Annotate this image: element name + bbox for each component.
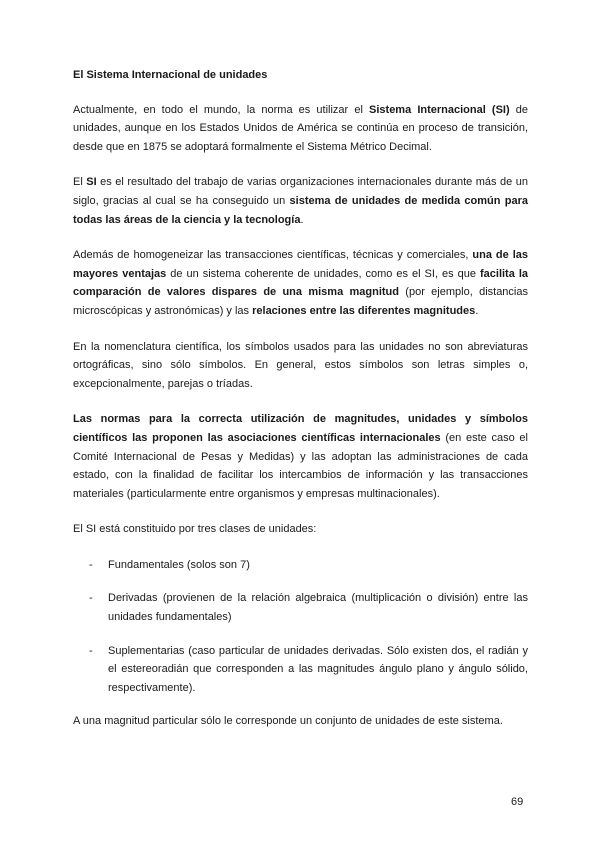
page-content: [73, 66, 528, 748]
paragraph-si-origin: [73, 173, 528, 229]
paragraph-nomenclature: En la nomenclatura científica, los símbolos usados para las unidades no son abreviaturas ortográficas, sino sólo símbolos. En general, estos símbolos son letras simples o, excepcionalmente, parejas o tríadas.: [73, 340, 528, 390]
bold-run: una de las mayores ventajas: [73, 249, 529, 280]
bold-run: Las normas para la correcta utilización de magnitudes, unidades y símbolos científicos las proponen las asociaciones científicas internacionales: [73, 413, 528, 444]
bold-run: facilita la comparación de valores dispares de una misma magnitud: [73, 267, 529, 299]
paragraph-norms: [73, 410, 528, 503]
bold-run: sistema de unidades de medida común para todas las áreas de la ciencia y la tecnología: [73, 194, 529, 226]
bold-run: relaciones entre las diferentes magnitudes: [252, 304, 476, 317]
text-run: Actualmente, en todo el mundo, la norma es utilizar el: [73, 103, 370, 116]
text-run: (por ejemplo, distancias microscópicas y astronómicas) y las: [73, 286, 528, 317]
paragraph-unit-classes-intro: El SI está constituido por tres clases de unidades:: [73, 523, 317, 536]
list-dash: -: [89, 592, 93, 605]
list-dash: -: [89, 558, 93, 571]
text-run: (en este caso el Comité Internacional de Pesas y Medidas) y las adoptan las administraciones de cada estado, con la finalidad de facilitar los intercambios de información y las transacciones materiales (particularmente entre organismos y empresas multinacionales).: [73, 431, 528, 500]
list-item: [73, 642, 528, 698]
text-run: de unidades, aunque en los Estados Unidos de América se continúa en proceso de transición, desde que en 1875 se adoptará formalmente el Sistema Métrico Decimal.: [73, 103, 528, 153]
unit-classes-list: [73, 556, 528, 698]
page-number: 69: [511, 796, 524, 808]
text-run: es el resultado del trabajo de varias organizaciones internacionales durante más de un siglo, gracias al cual se ha conseguido un: [73, 176, 528, 207]
list-item-text: Derivadas (provienen de la relación algebraica (multiplicación o división) entre las unidades fundamentales): [108, 592, 528, 624]
text-run: El: [73, 176, 87, 189]
text-run: Además de homogeneizar las transacciones científicas, técnicas y comerciales,: [73, 249, 473, 262]
text-run: .: [300, 213, 304, 226]
paragraph-si-advantages: [73, 246, 528, 320]
list-item-text: Fundamentales (solos son 7): [108, 558, 250, 571]
list-item-text: Suplementarias (caso particular de unidades derivadas. Sólo existen dos, el radián y el estereoradián que corresponden a las magnitudes ángulo plano y ángulo sólido, respectivamente).: [108, 644, 528, 694]
list-dash: -: [89, 644, 93, 657]
bold-run: SI: [86, 176, 97, 189]
section-heading: El Sistema Internacional de unidades: [73, 69, 268, 81]
list-item: [73, 556, 528, 575]
text-run: .: [475, 304, 479, 317]
bold-run: Sistema Internacional (SI): [369, 103, 510, 116]
paragraph-conclusion: A una magnitud particular sólo le corresponde un conjunto de unidades de este sistema.: [73, 715, 503, 728]
text-run: de un sistema coherente de unidades, como es el SI, es que: [166, 267, 480, 280]
paragraph-si-adoption: [73, 101, 528, 157]
list-item: [73, 589, 528, 626]
